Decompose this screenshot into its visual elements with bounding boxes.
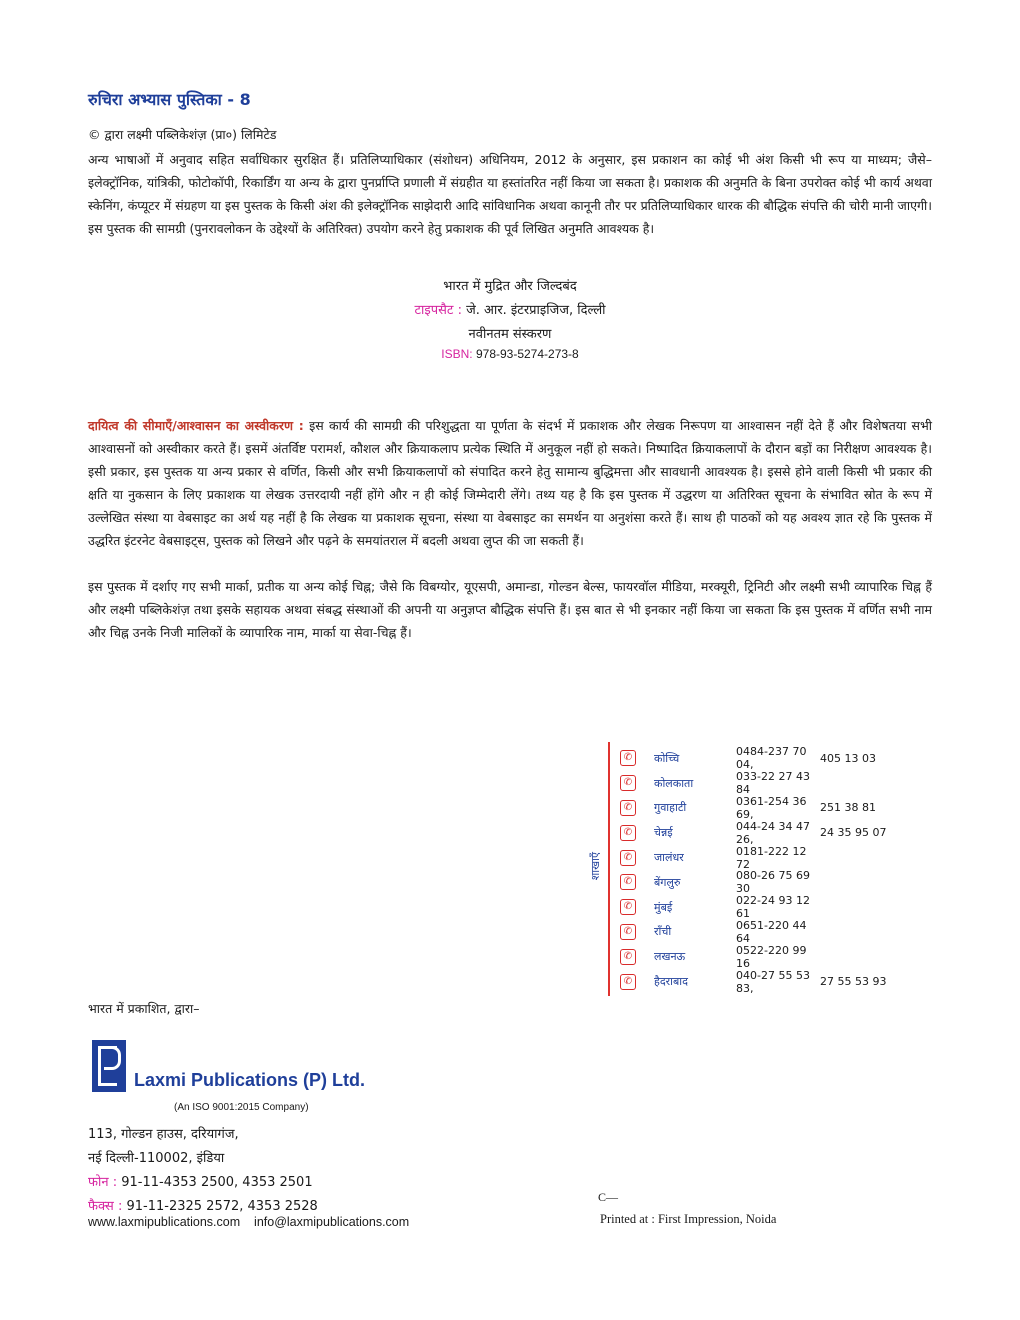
branch-city: मुंबई [654,900,673,914]
branch-phone-1: 0522-220 99 16 [736,943,807,970]
book-title: रुचिरा अभ्यास पुस्तिका - 8 [88,90,251,109]
isbn-value: 978-93-5274-273-8 [475,347,579,361]
phone-icon: ✆ [620,800,636,816]
phone-icon: ✆ [620,874,636,890]
branch-city: जालंधर [654,851,684,865]
branch-phone-1: 0361-254 36 69, [736,795,807,821]
branch-phone-2: 24 35 95 07 [820,826,887,840]
branch-row [620,771,920,796]
branches-list [620,746,920,994]
phone-icon: ✆ [620,924,636,940]
fax-value: 91-11-2325 2572, 4353 2528 [126,1199,318,1214]
branch-phone-2: 251 38 81 [820,801,876,815]
branch-city: कोच्चि [654,751,680,765]
branch-phone-2: 27 55 53 93 [820,975,887,989]
branches-divider [608,742,610,996]
phone-icon: ✆ [620,750,636,766]
branch-row [620,969,920,994]
fax-label: फैक्स : [88,1199,123,1214]
branch-row [620,845,920,870]
branches-label: शाखाएँ [589,852,602,881]
phone-icon: ✆ [620,899,636,915]
trademark-paragraph: इस पुस्तक में दर्शाए गए सभी मार्का, प्रतीक या अन्य कोई चिह्न; जैसे कि विबग्योर, यूएसपी, अमान्डा, गोल्डन बेल्स, फायरवॉल मीडिया, मरक्यूरी, ट्रिनिटी और लक्ष्मी सभी व्यापारिक चिह्न हैं और लक्ष्मी पब्लिकेशंज़ तथा इसके सहायक अथवा संबद्ध संस्थाओं की अपनी या अनुज्ञप्त बौद्धिक संपत्ति हैं। इस बात से भी इनकार नहीं किया जा सकता कि इस पुस्तक में वर्णित सभी नाम और चिह्न उनके निजी मालिकों के व्यापारिक नाम, मार्का या सेवा-चिह्न हैं। [88,579,932,640]
printed-bound-line: भारत में मुद्रित और जिल्दबंद [443,279,577,294]
typeset-line [200,300,820,318]
copyright-line: © द्वारा लक्ष्मी पब्लिकेशंज़ (प्रा०) लिमिटेड [88,127,277,142]
branch-phone-2: 405 13 03 [820,751,876,765]
branch-phone-1: 040-27 55 53 83, [736,968,810,995]
iso-text: (An ISO 9001:2015 Company) [174,1102,309,1113]
code-mark: C— [598,1190,619,1204]
disclaimer-text: इस कार्य की सामग्री की परिशुद्धता या पूर्णता के संदर्भ में प्रकाशक और लेखक निरूपण या आश्वासन नहीं देते हैं और विशेषतया सभी आश्वासनों को अस्वीकार करते हैं। इसमें अंतर्विष्ट परामर्श, कौशल और क्रियाकलाप प्रत्येक स्थिति में अनुकूल नहीं हो सकते। निष्पादित क्रियाकलापों के दौरान बड़ों का निरीक्षण आवश्यक है। इसी प्रकार, इस पुस्तक या अन्य प्रकार से वर्णित, किसी और सभी क्रियाकलापों को संपादित करने हेतु सामान्य बुद्धिमत्ता और सावधानी आवश्यक है। इससे होने वाली किसी भी प्रकार की क्षति या नुकसान के लिए प्रकाशक या लेखक उत्तरदायी नहीं होंगे और न ही कोई जिम्मेदारी लेंगे। तथ्य यह है कि इस पुस्तक में उद्धरण या अतिरिक्त सूचना के संभावित स्रोत के रूप में उल्लेखित संस्था या वेबसाइट का अर्थ यह नहीं है कि लेखक या प्रकाशक सूचना, संस्था या वेबसाइट का समर्थन या अनुशंसा करते हैं। साथ ही पाठकों को यह अवश्य ज्ञात रहे कि पुस्तक में उद्धरित इंटरनेट वेबसाइट्स, पुस्तक को लिखने और पढ़ने के समयांतराल में बदली अथवा लुप्त की जा सकती हैं। [88,418,932,548]
website-link[interactable]: www.laxmipublications.com [88,1215,241,1229]
phone-icon: ✆ [620,825,636,841]
email-link[interactable]: info@laxmipublications.com [254,1215,410,1229]
phone-line [88,1172,313,1190]
branch-phone-1: 033-22 27 43 84 [736,770,810,797]
branch-city: हैदराबाद [654,975,689,989]
branch-row [620,944,920,969]
branch-phone-1: 022-24 93 12 61 [736,894,810,921]
publisher-logo-icon [92,1040,126,1092]
isbn-label: ISBN: [441,347,473,361]
branch-city: राँची [654,925,672,939]
disclaimer-label: दायित्व की सीमाएँ/आश्वासन का अस्वीकरण : [88,418,304,433]
branch-row [620,895,920,920]
edition-line: नवीनतम संस्करण [468,327,552,342]
phone-icon: ✆ [620,775,636,791]
branch-row [620,920,920,945]
web-contact-line [88,1215,409,1229]
phone-value: 91-11-4353 2500, 4353 2501 [121,1175,313,1190]
branch-phone-1: 0484-237 70 04, [736,745,807,772]
typeset-label: टाइपसैट : [414,303,462,318]
branch-row [620,870,920,895]
branch-city: लखनऊ [654,950,686,964]
phone-icon: ✆ [620,850,636,866]
branch-city: कोलकाता [654,776,694,790]
branch-row [620,820,920,845]
branch-row [620,796,920,821]
phone-label: फोन : [88,1175,118,1190]
branch-phone-1: 080-26 75 69 30 [736,869,810,896]
disclaimer-paragraph [88,414,932,552]
branch-city: चेन्नई [654,826,673,840]
publisher-name: Laxmi Publications (P) Ltd. [134,1070,366,1090]
published-by: भारत में प्रकाशित, द्वारा– [88,1001,200,1016]
branch-phone-1: 0181-222 12 72 [736,844,807,871]
phone-icon: ✆ [620,974,636,990]
typeset-value: जे. आर. इंटरप्राइजिज, दिल्ली [466,303,606,318]
branch-city: गुवाहाटी [654,801,687,815]
branch-city: बेंगलुरु [654,875,681,889]
isbn-line [200,347,820,361]
branch-phone-1: 0651-220 44 64 [736,918,807,945]
branch-row [620,746,920,771]
address-line-1: 113, गोल्डन हाउस, दरियागंज, [88,1127,239,1142]
printed-at: Printed at : First Impression, Noida [600,1212,777,1226]
phone-icon: ✆ [620,949,636,965]
address-line-2: नई दिल्ली-110002, इंडिया [88,1151,225,1166]
branch-phone-1: 044-24 34 47 26, [736,819,810,846]
fax-line [88,1196,318,1214]
rights-paragraph: अन्य भाषाओं में अनुवाद सहित सर्वाधिकार सुरक्षित हैं। प्रतिलिप्याधिकार (संशोधन) अधिनियम, 2012 के अनुसार, इस प्रकाशन का कोई भी अंश किसी भी रूप या माध्यम; जैसे–इलेक्ट्रॉनिक, यांत्रिकी, फोटोकॉपी, रिकार्डिंग या अन्य के द्वारा पुनर्प्राप्ति प्रणाली में संग्रहीत या हस्तांतरित नहीं किया जा सकता है। प्रकाशक की अनुमति के बिना उपरोक्त कोई भी कार्य अथवा स्केनिंग, कंप्यूटर में संग्रहण या इस पुस्तक के किसी अंश की इलेक्ट्रॉनिक साझेदारी आदि सांविधानिक अथवा कानूनी तौर पर प्रतिलिप्याधिकार धारक की बौद्धिक संपत्ति की चोरी मानी जाएगी। इस पुस्तक की सामग्री (पुनरावलोकन के उद्देश्यों के अतिरिक्त) उपयोग करने हेतु प्रकाशक की पूर्व लिखित अनुमति आवश्यक है। [88,152,932,236]
